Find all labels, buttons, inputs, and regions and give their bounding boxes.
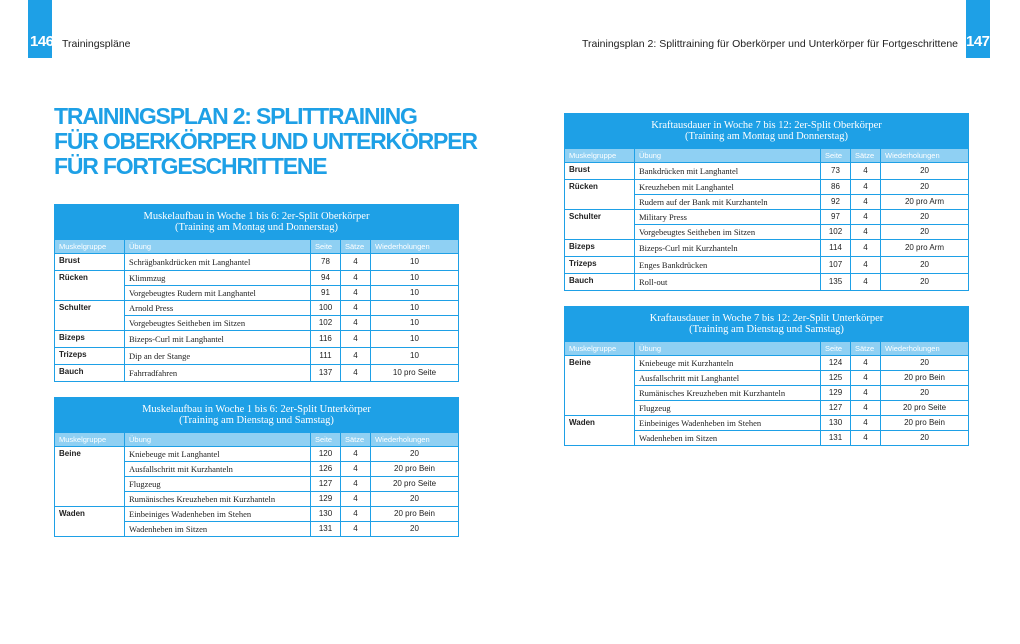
- right-running-head: Trainingsplan 2: Splittraining für Oberkörper und Unterkörper für Fortgeschrittene: [581, 38, 958, 50]
- table-row: [565, 163, 969, 180]
- reps-cell: 20: [881, 163, 969, 180]
- sets-cell: 4: [851, 356, 881, 371]
- muscle-group-cell: Trizeps: [55, 348, 125, 365]
- sets-cell: 4: [341, 507, 371, 522]
- exercise-cell: Wadenheben im Sitzen: [125, 522, 311, 537]
- reps-cell: 20: [881, 431, 969, 446]
- page-cell: 135: [821, 274, 851, 291]
- page-cell: 97: [821, 210, 851, 225]
- table-caption-line: (Training am Montag und Donnerstag): [175, 222, 338, 233]
- table-caption-cell: [565, 307, 969, 342]
- sets-cell: 4: [341, 331, 371, 348]
- sets-cell: 4: [851, 163, 881, 180]
- page-cell: 86: [821, 180, 851, 195]
- column-header: Seite: [311, 240, 341, 254]
- table-row: [565, 257, 969, 274]
- table-row: [55, 507, 459, 522]
- sets-cell: 4: [341, 254, 371, 271]
- training-table-lower-body-endurance: [564, 306, 969, 446]
- column-header: Muskelgruppe: [55, 240, 125, 254]
- reps-cell: 20: [881, 274, 969, 291]
- exercise-cell: Kniebeuge mit Kurzhanteln: [635, 356, 821, 371]
- reps-cell: 20 pro Bein: [881, 371, 969, 386]
- sets-cell: 4: [851, 431, 881, 446]
- column-header: Übung: [635, 342, 821, 356]
- title-line: FÜR OBERKÖRPER UND UNTERKÖRPER: [54, 128, 477, 154]
- exercise-cell: Roll-out: [635, 274, 821, 291]
- reps-cell: 20: [881, 257, 969, 274]
- table-row: [565, 356, 969, 371]
- sets-cell: 4: [341, 365, 371, 382]
- sets-cell: 4: [851, 195, 881, 210]
- page-cell: 127: [821, 401, 851, 416]
- table-caption: [55, 205, 459, 240]
- reps-cell: 20: [881, 386, 969, 401]
- column-header: Wiederholungen: [881, 149, 969, 163]
- column-header: Übung: [635, 149, 821, 163]
- sets-cell: 4: [851, 371, 881, 386]
- exercise-cell: Schrägbankdrücken mit Langhantel: [125, 254, 311, 271]
- table-caption-line: (Training am Dienstag und Samstag): [179, 415, 334, 426]
- table-caption-cell: [55, 398, 459, 433]
- reps-cell: 20: [881, 180, 969, 195]
- exercise-cell: Vorgebeugtes Rudern mit Langhantel: [125, 286, 311, 301]
- muscle-group-cell: Rücken: [55, 271, 125, 301]
- column-header: Muskelgruppe: [55, 433, 125, 447]
- table-header-row: [565, 149, 969, 163]
- page-cell: 107: [821, 257, 851, 274]
- reps-cell: 10: [371, 331, 459, 348]
- sets-cell: 4: [341, 477, 371, 492]
- table-caption-line: (Training am Montag und Donnerstag): [685, 131, 848, 142]
- column-header: Übung: [125, 433, 311, 447]
- muscle-group-cell: Rücken: [565, 180, 635, 210]
- exercise-cell: Ausfallschritt mit Langhantel: [635, 371, 821, 386]
- sets-cell: 4: [851, 210, 881, 225]
- sets-cell: 4: [341, 447, 371, 462]
- muscle-group-cell: Waden: [565, 416, 635, 446]
- sets-cell: 4: [341, 462, 371, 477]
- table-caption: [565, 307, 969, 342]
- table-caption-cell: [55, 205, 459, 240]
- exercise-cell: Flugzeug: [635, 401, 821, 416]
- column-header: Muskelgruppe: [565, 149, 635, 163]
- column-header: Seite: [821, 149, 851, 163]
- page-cell: 73: [821, 163, 851, 180]
- column-header: Seite: [821, 342, 851, 356]
- table-row: [55, 271, 459, 286]
- table-row: [565, 180, 969, 195]
- table-row: [55, 301, 459, 316]
- title-line: TRAININGSPLAN 2: SPLITTRAINING: [54, 103, 417, 129]
- exercise-cell: Bizeps-Curl mit Langhantel: [125, 331, 311, 348]
- exercise-cell: Military Press: [635, 210, 821, 225]
- sets-cell: 4: [341, 271, 371, 286]
- column-header: Wiederholungen: [371, 433, 459, 447]
- muscle-group-cell: Schulter: [565, 210, 635, 240]
- table-caption: [55, 398, 459, 433]
- muscle-group-cell: Bizeps: [55, 331, 125, 348]
- reps-cell: 10: [371, 286, 459, 301]
- muscle-group-cell: Trizeps: [565, 257, 635, 274]
- page-cell: 130: [311, 507, 341, 522]
- reps-cell: 20 pro Seite: [881, 401, 969, 416]
- page-cell: 116: [311, 331, 341, 348]
- exercise-cell: Fahrradfahren: [125, 365, 311, 382]
- sets-cell: 4: [341, 348, 371, 365]
- column-header: Wiederholungen: [371, 240, 459, 254]
- reps-cell: 20 pro Arm: [881, 195, 969, 210]
- column-header: Sätze: [851, 342, 881, 356]
- right-page-number: 147: [966, 33, 990, 50]
- page-cell: 102: [311, 316, 341, 331]
- reps-cell: 20: [881, 210, 969, 225]
- reps-cell: 10: [371, 301, 459, 316]
- sets-cell: 4: [341, 316, 371, 331]
- sets-cell: 4: [341, 301, 371, 316]
- page-cell: 131: [311, 522, 341, 537]
- reps-cell: 20: [371, 447, 459, 462]
- muscle-group-cell: Beine: [565, 356, 635, 416]
- page-cell: 120: [311, 447, 341, 462]
- exercise-cell: Bankdrücken mit Langhantel: [635, 163, 821, 180]
- sets-cell: 4: [851, 401, 881, 416]
- table-header-row: [55, 433, 459, 447]
- sets-cell: 4: [851, 416, 881, 431]
- exercise-cell: Klimmzug: [125, 271, 311, 286]
- page-cell: 114: [821, 240, 851, 257]
- exercise-cell: Dip an der Stange: [125, 348, 311, 365]
- reps-cell: 10: [371, 316, 459, 331]
- reps-cell: 10 pro Seite: [371, 365, 459, 382]
- exercise-cell: Enges Bankdrücken: [635, 257, 821, 274]
- muscle-group-cell: Brust: [55, 254, 125, 271]
- page-cell: 102: [821, 225, 851, 240]
- muscle-group-cell: Brust: [565, 163, 635, 180]
- sets-cell: 4: [341, 522, 371, 537]
- training-table-lower-body-hypertrophy: [54, 397, 459, 537]
- page-cell: 130: [821, 416, 851, 431]
- page-cell: 91: [311, 286, 341, 301]
- exercise-cell: Arnold Press: [125, 301, 311, 316]
- table-row: [55, 254, 459, 271]
- reps-cell: 10: [371, 271, 459, 286]
- reps-cell: 10: [371, 348, 459, 365]
- exercise-cell: Rumänisches Kreuzheben mit Kurzhanteln: [125, 492, 311, 507]
- sets-cell: 4: [851, 240, 881, 257]
- table-caption: [565, 114, 969, 149]
- table-row: [55, 365, 459, 382]
- table-caption-line: Muskelaufbau in Woche 1 bis 6: 2er-Split Unterkörper: [142, 404, 371, 415]
- sets-cell: 4: [851, 225, 881, 240]
- page-cell: 125: [821, 371, 851, 386]
- table-caption-cell: [565, 114, 969, 149]
- page-cell: 137: [311, 365, 341, 382]
- page-cell: 124: [821, 356, 851, 371]
- table-caption-line: (Training am Dienstag und Samstag): [689, 324, 844, 335]
- reps-cell: 20 pro Bein: [371, 462, 459, 477]
- page-cell: 127: [311, 477, 341, 492]
- exercise-cell: Vorgebeugtes Seitheben im Sitzen: [125, 316, 311, 331]
- table-caption-line: Muskelaufbau in Woche 1 bis 6: 2er-Split Oberkörper: [143, 211, 370, 222]
- column-header: Übung: [125, 240, 311, 254]
- sets-cell: 4: [851, 386, 881, 401]
- table-row: [55, 331, 459, 348]
- training-table-upper-body-endurance: [564, 113, 969, 291]
- muscle-group-cell: Bauch: [565, 274, 635, 291]
- muscle-group-cell: Waden: [55, 507, 125, 537]
- exercise-cell: Wadenheben im Sitzen: [635, 431, 821, 446]
- reps-cell: 20 pro Bein: [881, 416, 969, 431]
- muscle-group-cell: Bizeps: [565, 240, 635, 257]
- table-header-row: [565, 342, 969, 356]
- table-row: [565, 240, 969, 257]
- page-cell: 111: [311, 348, 341, 365]
- page-cell: 92: [821, 195, 851, 210]
- page-cell: 131: [821, 431, 851, 446]
- training-table-upper-body-hypertrophy: [54, 204, 459, 382]
- table-row: [565, 274, 969, 291]
- page-cell: 100: [311, 301, 341, 316]
- reps-cell: 20: [371, 522, 459, 537]
- reps-cell: 10: [371, 254, 459, 271]
- muscle-group-cell: Bauch: [55, 365, 125, 382]
- reps-cell: 20 pro Bein: [371, 507, 459, 522]
- exercise-cell: Rudern auf der Bank mit Kurzhanteln: [635, 195, 821, 210]
- exercise-cell: Bizeps-Curl mit Kurzhanteln: [635, 240, 821, 257]
- exercise-cell: Vorgebeugtes Seitheben im Sitzen: [635, 225, 821, 240]
- table-row: [565, 416, 969, 431]
- page-cell: 126: [311, 462, 341, 477]
- reps-cell: 20: [371, 492, 459, 507]
- table-row: [55, 447, 459, 462]
- exercise-cell: Kreuzheben mit Langhantel: [635, 180, 821, 195]
- exercise-cell: Flugzeug: [125, 477, 311, 492]
- exercise-cell: Einbeiniges Wadenheben im Stehen: [125, 507, 311, 522]
- page-cell: 129: [311, 492, 341, 507]
- exercise-cell: Kniebeuge mit Langhantel: [125, 447, 311, 462]
- reps-cell: 20: [881, 225, 969, 240]
- sets-cell: 4: [851, 180, 881, 195]
- page-cell: 78: [311, 254, 341, 271]
- reps-cell: 20: [881, 356, 969, 371]
- column-header: Wiederholungen: [881, 342, 969, 356]
- table-row: [565, 210, 969, 225]
- left-running-head: Trainingspläne: [62, 38, 131, 50]
- column-header: Sätze: [341, 240, 371, 254]
- reps-cell: 20 pro Seite: [371, 477, 459, 492]
- title-line: FÜR FORTGESCHRITTENE: [54, 153, 327, 179]
- page-title: [54, 104, 484, 179]
- column-header: Sätze: [341, 433, 371, 447]
- column-header: Seite: [311, 433, 341, 447]
- table-caption-line: Kraftausdauer in Woche 7 bis 12: 2er-Split Unterkörper: [649, 313, 884, 324]
- page-cell: 129: [821, 386, 851, 401]
- table-caption-line: Kraftausdauer in Woche 7 bis 12: 2er-Split Oberkörper: [651, 120, 882, 131]
- reps-cell: 20 pro Arm: [881, 240, 969, 257]
- exercise-cell: Einbeiniges Wadenheben im Stehen: [635, 416, 821, 431]
- column-header: Sätze: [851, 149, 881, 163]
- column-header: Muskelgruppe: [565, 342, 635, 356]
- table-row: [55, 348, 459, 365]
- exercise-cell: Rumänisches Kreuzheben mit Kurzhanteln: [635, 386, 821, 401]
- table-header-row: [55, 240, 459, 254]
- muscle-group-cell: Schulter: [55, 301, 125, 331]
- sets-cell: 4: [341, 492, 371, 507]
- exercise-cell: Ausfallschritt mit Kurzhanteln: [125, 462, 311, 477]
- sets-cell: 4: [341, 286, 371, 301]
- muscle-group-cell: Beine: [55, 447, 125, 507]
- left-page-number: 146: [30, 33, 54, 50]
- page-cell: 94: [311, 271, 341, 286]
- sets-cell: 4: [851, 257, 881, 274]
- sets-cell: 4: [851, 274, 881, 291]
